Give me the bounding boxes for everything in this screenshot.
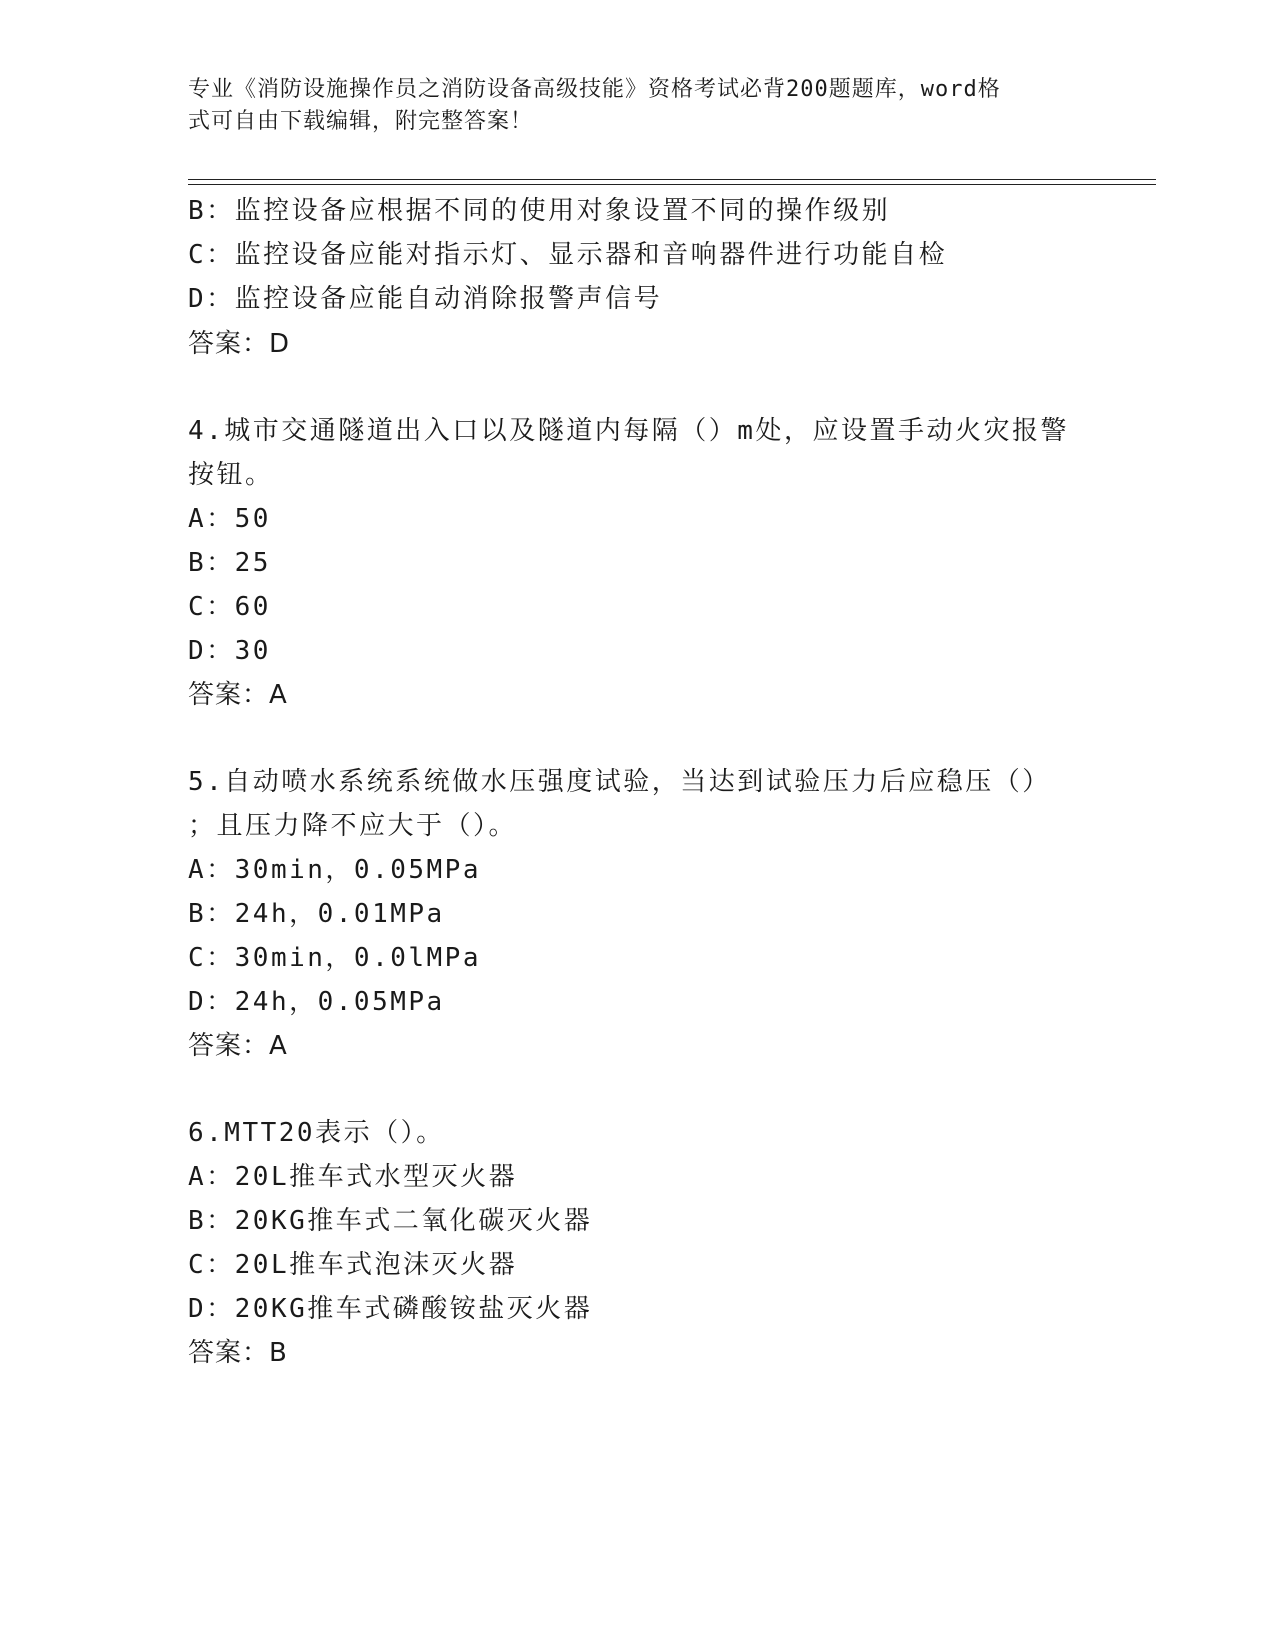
header-line-2: 式可自由下载编辑，附完整答案！ xyxy=(188,109,534,134)
header-divider-top xyxy=(188,179,1156,180)
option-a: A：50 xyxy=(188,504,271,534)
answer: 答案：B xyxy=(188,1338,288,1368)
question-stem: 6.MTT20表示（）。 xyxy=(188,1118,445,1148)
option-d: D：20KG推车式磷酸铵盐灭火器 xyxy=(188,1294,593,1324)
question-stem: 5.自动喷水系统系统做水压强度试验，当达到试验压力后应稳压（） xyxy=(188,767,1051,797)
option-c: C：60 xyxy=(188,592,271,622)
option-a: A：20L推车式水型灭火器 xyxy=(188,1162,518,1192)
answer: 答案：A xyxy=(188,1031,288,1061)
question-stem: 4.城市交通隧道出入口以及隧道内每隔（）m处，应设置手动火灾报警 xyxy=(188,416,1069,446)
option-c: C：30min，0.0lMPa xyxy=(188,943,481,973)
answer: 答案：D xyxy=(188,329,291,359)
option-b: B：监控设备应根据不同的使用对象设置不同的操作级别 xyxy=(188,196,891,226)
answer: 答案：A xyxy=(188,680,288,710)
option-a: A：30min，0.05MPa xyxy=(188,855,481,885)
question-stem-continued: ；且压力降不应大于（）。 xyxy=(188,811,518,841)
option-d: D：24h，0.05MPa xyxy=(188,987,445,1017)
header-divider-bottom xyxy=(188,184,1156,185)
option-c: C：监控设备应能对指示灯、显示器和音响器件进行功能自检 xyxy=(188,240,948,270)
option-d: D：30 xyxy=(188,636,271,666)
option-b: B：25 xyxy=(188,548,271,578)
option-b: B：24h，0.01MPa xyxy=(188,899,445,929)
option-d: D：监控设备应能自动消除报警声信号 xyxy=(188,284,663,314)
header-line-1: 专业《消防设施操作员之消防设备高级技能》资格考试必背200题题库，word格 xyxy=(188,77,1001,102)
option-b: B：20KG推车式二氧化碳灭火器 xyxy=(188,1206,593,1236)
question-stem-continued: 按钮。 xyxy=(188,460,274,490)
option-c: C：20L推车式泡沫灭火器 xyxy=(188,1250,518,1280)
document-header xyxy=(188,74,1088,138)
